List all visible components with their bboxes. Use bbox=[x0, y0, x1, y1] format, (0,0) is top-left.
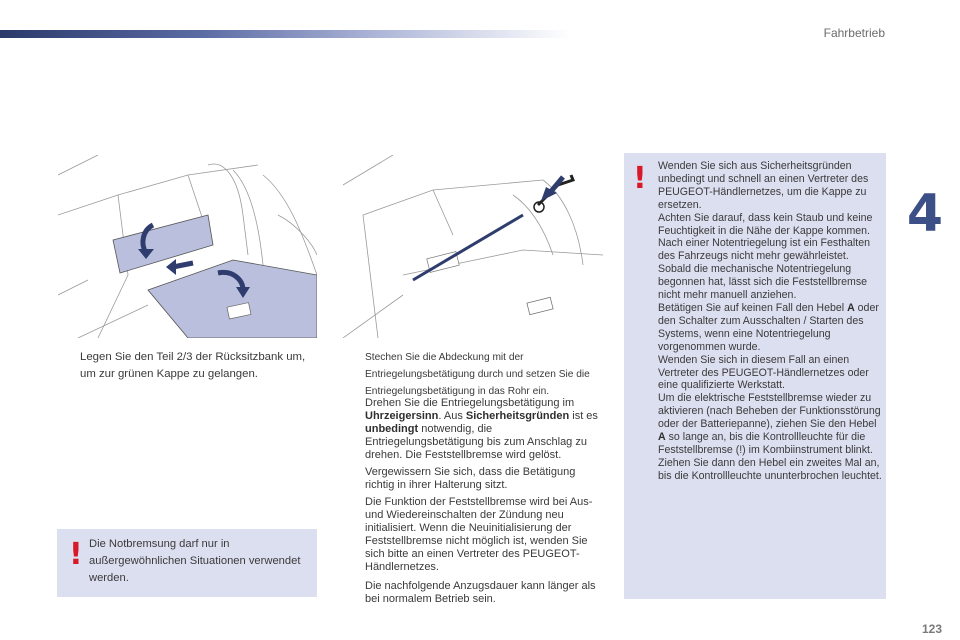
instruction-text: Vergewissern Sie sich, dass die Betätigung richtig in ihrer Halterung sitzt. bbox=[365, 466, 576, 491]
release-rod bbox=[413, 215, 523, 280]
instruction-text: Drehen Sie die Entriegelungsbetätigung im Uhrzeigersinn. Aus Sicherheitsgründen ist es unbedingt notwendig, die Entriegelungsbetätigung bis zum Anschlag zu drehen. Die Feststellbremse wird gelöst. bbox=[365, 397, 598, 461]
seat-back-panel bbox=[113, 215, 213, 273]
rear-seat-drawing bbox=[58, 155, 317, 338]
instruction-text: Stechen Sie die Abdeckung mit der Entriegelungsbetätigung durch und setzen Sie die Entriegelungsbetätigung in das Rohr ein. bbox=[365, 352, 590, 397]
release-tool-drawing bbox=[343, 155, 603, 338]
chapter-number: 4 bbox=[906, 184, 944, 244]
page-number: 123 bbox=[921, 622, 942, 636]
header-gradient-bar bbox=[0, 30, 570, 38]
warning-box-cap bbox=[624, 153, 886, 599]
warning-text: Wenden Sie sich aus Sicherheitsgründen unbedingt und schnell an einen Vertreter des PEUGEOT-Händlernetzes, um die Kappe zu ersetzen. Achten Sie darauf, dass kein Staub und keine Feuchtigkeit in die Nähe der Kappe kommen. Nach einer Notentriegelung ist ein Festhalten des Fahrzeugs nicht mehr gewährleistet. Sobald die mechanische Notentriegelung begonnen hat, lässt sich die Feststellbremse nicht mehr manuell anziehen. Betätigen Sie auf keinen Fall den Hebel A oder den Schalter zum Ausschalten / Starten des Systems, wenn eine Notentriegelung vorgenommen wurde. Wenden Sie sich in diesem Fall an einen Vertreter des PEUGEOT-Händlernetzes oder eine qualifizierte Werkstatt. Um die elektrische Feststellbremse wieder zu aktivieren (nach Beheben der Funktionsstörung oder der Batteriepanne), ziehen Sie den Hebel A so lange an, bis die Kontrollleuchte für die Feststellbremse (!) im Kombiinstrument blinkt. Ziehen Sie dann den Hebel ein zweites Mal an, bis die Kontrollleuchte ununterbrochen leuchtet. bbox=[658, 160, 882, 482]
illustration-rear-seat bbox=[58, 155, 317, 338]
warning-box-emergency-brake bbox=[57, 529, 317, 597]
instruction-text: Die Funktion der Feststellbremse wird bei Aus- und Wiedereinschalten der Zündung neu initialisiert. Wenn die Neuinitialisierung der Feststellbremse nicht möglich ist, wenden Sie sich bitte an einen Vertreter des PEUGEOT-Händlernetzes. bbox=[365, 496, 593, 573]
section-title: Fahrbetrieb bbox=[823, 26, 885, 40]
direction-arrow-icon bbox=[166, 259, 176, 275]
instruction-text: Legen Sie den Teil 2/3 der Rücksitzbank um, um zur grünen Kappe zu gelangen. bbox=[80, 351, 306, 380]
illustration-release-tool bbox=[343, 155, 603, 338]
instruction-text: Die nachfolgende Anzugsdauer kann länger als bei normalem Betrieb sein. bbox=[365, 580, 596, 605]
release-handle bbox=[538, 175, 573, 205]
warning-text: Die Notbremsung darf nur in außergewöhnlichen Situationen verwendet werden. bbox=[89, 538, 301, 584]
warning-exclamation-icon: ! bbox=[633, 161, 647, 196]
warning-exclamation-icon: ! bbox=[69, 537, 83, 572]
